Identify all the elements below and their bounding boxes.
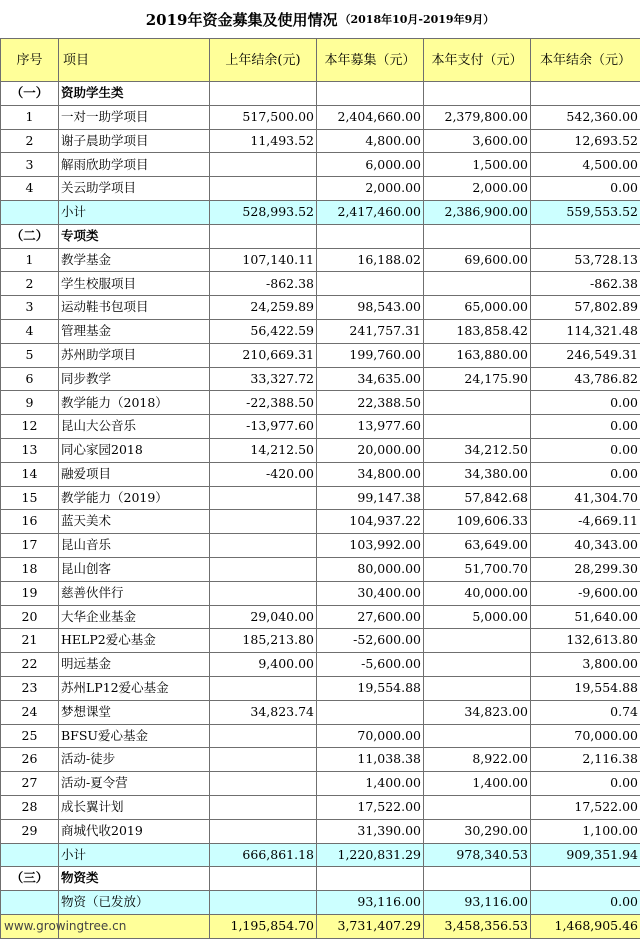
cell-item: BFSU爱心基金 (59, 724, 210, 748)
cell-item: 梦想课堂 (59, 700, 210, 724)
table-row (1, 581, 640, 605)
cell-raised: 16,188.02 (317, 248, 424, 272)
cell-raised: 34,635.00 (317, 367, 424, 391)
cell-balance: 542,360.00 (531, 105, 640, 129)
cell-paid (424, 391, 531, 415)
cell-raised: -5,600.00 (317, 653, 424, 677)
table-row (1, 319, 640, 343)
cell-prev-balance: 9,400.00 (210, 653, 317, 677)
cell-balance: 246,549.31 (531, 343, 640, 367)
category-no: （三） (1, 867, 59, 891)
cell-balance: 909,351.94 (531, 843, 640, 867)
table-row (1, 486, 640, 510)
cell-no: 20 (1, 605, 59, 629)
table-row (1, 462, 640, 486)
table-row (1, 272, 640, 296)
cell-prev-balance (210, 891, 317, 915)
cell-balance: 0.00 (531, 391, 640, 415)
cell-no: 12 (1, 415, 59, 439)
cell-no (1, 891, 59, 915)
subtotal-row (1, 200, 640, 224)
title-period: （2018年10月-2019年9月） (339, 11, 494, 27)
cell-item: 同心家园2018 (59, 438, 210, 462)
category-name: 物资类 (59, 867, 210, 891)
cell-balance: 19,554.88 (531, 676, 640, 700)
cell-paid: 1,500.00 (424, 153, 531, 177)
cell-paid: 2,379,800.00 (424, 105, 531, 129)
cell-balance: 4,500.00 (531, 153, 640, 177)
cell-item: 教学基金 (59, 248, 210, 272)
cell-prev-balance (210, 534, 317, 558)
cell-prev-balance: 107,140.11 (210, 248, 317, 272)
empty-cell (317, 82, 424, 106)
cell-paid: 93,116.00 (424, 891, 531, 915)
cell-prev-balance: 33,327.72 (210, 367, 317, 391)
cell-item: 昆山创客 (59, 557, 210, 581)
cell-paid: 2,000.00 (424, 177, 531, 201)
cell-paid: 40,000.00 (424, 581, 531, 605)
cell-prev-balance: -13,977.60 (210, 415, 317, 439)
cell-raised: 6,000.00 (317, 153, 424, 177)
empty-cell (531, 867, 640, 891)
cell-item: 融爱项目 (59, 462, 210, 486)
cell-no: 6 (1, 367, 59, 391)
cell-raised: 2,417,460.00 (317, 200, 424, 224)
cell-prev-balance (210, 676, 317, 700)
cell-paid: 978,340.53 (424, 843, 531, 867)
cell-paid (424, 272, 531, 296)
empty-cell (531, 224, 640, 248)
funds-table-body (1, 39, 640, 939)
cell-raised: 80,000.00 (317, 557, 424, 581)
cell-balance: -4,669.11 (531, 510, 640, 534)
category-row (1, 82, 640, 106)
cell-paid: 51,700.70 (424, 557, 531, 581)
cell-balance: 53,728.13 (531, 248, 640, 272)
table-row (1, 248, 640, 272)
cell-item: 苏州助学项目 (59, 343, 210, 367)
cell-raised: 1,220,831.29 (317, 843, 424, 867)
cell-no: 4 (1, 177, 59, 201)
cell-prev-balance (210, 510, 317, 534)
cell-prev-balance: 1,195,854.70 (210, 914, 317, 938)
cell-item: 活动-徒步 (59, 748, 210, 772)
cell-item: 小计 (59, 843, 210, 867)
cell-item: 蓝天美术 (59, 510, 210, 534)
cell-no: 1 (1, 105, 59, 129)
cell-prev-balance: 34,823.74 (210, 700, 317, 724)
report-title (0, 0, 640, 38)
cell-raised: 1,400.00 (317, 772, 424, 796)
cell-paid: 65,000.00 (424, 296, 531, 320)
cell-item: 成长翼计划 (59, 795, 210, 819)
cell-balance: 1,100.00 (531, 819, 640, 843)
header-raised: 本年募集（元） (317, 39, 424, 82)
cell-item: 运动鞋书包项目 (59, 296, 210, 320)
cell-balance: 70,000.00 (531, 724, 640, 748)
cell-no: 28 (1, 795, 59, 819)
cell-no: 5 (1, 343, 59, 367)
cell-item: 关云助学项目 (59, 177, 210, 201)
cell-no: 9 (1, 391, 59, 415)
cell-raised: 2,000.00 (317, 177, 424, 201)
empty-cell (531, 82, 640, 106)
subtotal-row (1, 843, 640, 867)
header-paid: 本年支付（元） (424, 39, 531, 82)
cell-item: 物资（已发放） (59, 891, 210, 915)
cell-balance: 559,553.52 (531, 200, 640, 224)
cell-prev-balance (210, 177, 317, 201)
header-no: 序号 (1, 39, 59, 82)
cell-balance: 1,468,905.46 (531, 914, 640, 938)
cell-no: 15 (1, 486, 59, 510)
cell-item: 苏州LP12爱心基金 (59, 676, 210, 700)
table-row (1, 700, 640, 724)
category-no: （二） (1, 224, 59, 248)
header-balance: 本年结余（元） (531, 39, 640, 82)
cell-item: HELP2爱心基金 (59, 629, 210, 653)
table-row (1, 629, 640, 653)
cell-paid (424, 676, 531, 700)
cell-item: 管理基金 (59, 319, 210, 343)
cell-item: 大华企业基金 (59, 605, 210, 629)
cell-prev-balance: 666,861.18 (210, 843, 317, 867)
table-row (1, 343, 640, 367)
cell-prev-balance: 185,213.80 (210, 629, 317, 653)
cell-paid: 109,606.33 (424, 510, 531, 534)
cell-raised: 98,543.00 (317, 296, 424, 320)
table-row (1, 891, 640, 915)
cell-raised: 31,390.00 (317, 819, 424, 843)
funds-table (0, 38, 640, 939)
cell-no: 22 (1, 653, 59, 677)
empty-cell (424, 224, 531, 248)
cell-no: 29 (1, 819, 59, 843)
cell-balance: 17,522.00 (531, 795, 640, 819)
table-row (1, 795, 640, 819)
cell-balance: -862.38 (531, 272, 640, 296)
cell-prev-balance: 56,422.59 (210, 319, 317, 343)
cell-item: 活动-夏令营 (59, 772, 210, 796)
cell-paid (424, 415, 531, 439)
cell-item: 解雨欣助学项目 (59, 153, 210, 177)
table-row (1, 772, 640, 796)
cell-paid: 5,000.00 (424, 605, 531, 629)
cell-balance: 0.00 (531, 177, 640, 201)
cell-balance: 12,693.52 (531, 129, 640, 153)
empty-cell (424, 82, 531, 106)
cell-item: 明远基金 (59, 653, 210, 677)
cell-prev-balance: 14,212.50 (210, 438, 317, 462)
table-row (1, 296, 640, 320)
table-row (1, 676, 640, 700)
cell-raised: 241,757.31 (317, 319, 424, 343)
empty-cell (210, 224, 317, 248)
header-prev-balance: 上年结余(元) (210, 39, 317, 82)
cell-paid: 63,649.00 (424, 534, 531, 558)
table-row (1, 510, 640, 534)
table-row (1, 129, 640, 153)
cell-paid (424, 629, 531, 653)
cell-prev-balance: 11,493.52 (210, 129, 317, 153)
category-name: 专项类 (59, 224, 210, 248)
cell-balance: 43,786.82 (531, 367, 640, 391)
cell-no (1, 843, 59, 867)
cell-item: 昆山大公音乐 (59, 415, 210, 439)
cell-paid: 34,380.00 (424, 462, 531, 486)
cell-item: 谢子晨助学项目 (59, 129, 210, 153)
cell-paid: 57,842.68 (424, 486, 531, 510)
cell-raised: 93,116.00 (317, 891, 424, 915)
cell-paid: 69,600.00 (424, 248, 531, 272)
cell-no: 24 (1, 700, 59, 724)
cell-prev-balance (210, 557, 317, 581)
cell-prev-balance (210, 772, 317, 796)
cell-paid: 24,175.90 (424, 367, 531, 391)
cell-prev-balance: -420.00 (210, 462, 317, 486)
cell-no: 25 (1, 724, 59, 748)
cell-raised: 11,038.38 (317, 748, 424, 772)
cell-item: 同步教学 (59, 367, 210, 391)
cell-no: 14 (1, 462, 59, 486)
cell-item: 一对一助学项目 (59, 105, 210, 129)
cell-paid (424, 653, 531, 677)
cell-prev-balance: -22,388.50 (210, 391, 317, 415)
cell-balance: 0.00 (531, 772, 640, 796)
cell-no: 2 (1, 129, 59, 153)
cell-paid: 183,858.42 (424, 319, 531, 343)
empty-cell (317, 867, 424, 891)
cell-raised: 4,800.00 (317, 129, 424, 153)
cell-balance: 40,343.00 (531, 534, 640, 558)
cell-balance: 3,800.00 (531, 653, 640, 677)
category-name: 资助学生类 (59, 82, 210, 106)
cell-paid: 30,290.00 (424, 819, 531, 843)
cell-raised (317, 700, 424, 724)
cell-prev-balance: 24,259.89 (210, 296, 317, 320)
cell-balance: -9,600.00 (531, 581, 640, 605)
cell-prev-balance (210, 486, 317, 510)
cell-raised: 20,000.00 (317, 438, 424, 462)
cell-paid: 3,600.00 (424, 129, 531, 153)
cell-raised: 19,554.88 (317, 676, 424, 700)
cell-balance: 114,321.48 (531, 319, 640, 343)
category-no: （一） (1, 82, 59, 106)
table-row (1, 724, 640, 748)
cell-paid: 1,400.00 (424, 772, 531, 796)
cell-balance: 28,299.30 (531, 557, 640, 581)
table-row (1, 605, 640, 629)
cell-prev-balance (210, 724, 317, 748)
cell-no: 19 (1, 581, 59, 605)
cell-prev-balance (210, 819, 317, 843)
cell-no: 26 (1, 748, 59, 772)
table-row (1, 177, 640, 201)
cell-paid: 163,880.00 (424, 343, 531, 367)
cell-prev-balance (210, 748, 317, 772)
cell-paid (424, 724, 531, 748)
cell-no: 4 (1, 319, 59, 343)
cell-prev-balance (210, 795, 317, 819)
cell-item: 商城代收2019 (59, 819, 210, 843)
cell-balance: 57,802.89 (531, 296, 640, 320)
table-row (1, 534, 640, 558)
cell-no: 1 (1, 248, 59, 272)
cell-balance: 2,116.38 (531, 748, 640, 772)
cell-raised: 103,992.00 (317, 534, 424, 558)
cell-raised: 17,522.00 (317, 795, 424, 819)
cell-no: 16 (1, 510, 59, 534)
cell-no: 23 (1, 676, 59, 700)
cell-balance: 0.00 (531, 462, 640, 486)
cell-raised: 2,404,660.00 (317, 105, 424, 129)
cell-raised (317, 272, 424, 296)
cell-raised: -52,600.00 (317, 629, 424, 653)
cell-raised: 104,937.22 (317, 510, 424, 534)
cell-paid: 34,212.50 (424, 438, 531, 462)
empty-cell (210, 867, 317, 891)
cell-no: 27 (1, 772, 59, 796)
cell-paid: 3,458,356.53 (424, 914, 531, 938)
cell-raised: 13,977.60 (317, 415, 424, 439)
cell-item: 小计 (59, 200, 210, 224)
table-row (1, 438, 640, 462)
table-row (1, 557, 640, 581)
cell-prev-balance: 210,669.31 (210, 343, 317, 367)
cell-raised: 34,800.00 (317, 462, 424, 486)
cell-paid: 34,823.00 (424, 700, 531, 724)
cell-raised: 3,731,407.29 (317, 914, 424, 938)
cell-no: 3 (1, 153, 59, 177)
header-item: 项目 (59, 39, 210, 82)
cell-item: 教学能力（2019） (59, 486, 210, 510)
cell-balance: 0.74 (531, 700, 640, 724)
cell-raised: 99,147.38 (317, 486, 424, 510)
cell-prev-balance: -862.38 (210, 272, 317, 296)
cell-balance: 51,640.00 (531, 605, 640, 629)
table-row (1, 367, 640, 391)
table-row (1, 153, 640, 177)
cell-item: 昆山音乐 (59, 534, 210, 558)
cell-prev-balance: 517,500.00 (210, 105, 317, 129)
category-row (1, 224, 640, 248)
cell-raised: 30,400.00 (317, 581, 424, 605)
table-row (1, 653, 640, 677)
table-row (1, 748, 640, 772)
cell-no: 13 (1, 438, 59, 462)
cell-paid (424, 795, 531, 819)
cell-prev-balance (210, 581, 317, 605)
cell-no: 17 (1, 534, 59, 558)
cell-item: 慈善伙伴行 (59, 581, 210, 605)
cell-balance: 41,304.70 (531, 486, 640, 510)
category-row (1, 867, 640, 891)
cell-balance: 132,613.80 (531, 629, 640, 653)
cell-raised: 22,388.50 (317, 391, 424, 415)
table-row (1, 415, 640, 439)
header-row (1, 39, 640, 82)
table-row (1, 819, 640, 843)
title-main: 2019年资金募集及使用情况 (146, 9, 338, 30)
cell-prev-balance (210, 153, 317, 177)
table-row (1, 391, 640, 415)
cell-balance: 0.00 (531, 415, 640, 439)
cell-no: 2 (1, 272, 59, 296)
cell-prev-balance: 29,040.00 (210, 605, 317, 629)
cell-no: 3 (1, 296, 59, 320)
cell-raised: 199,760.00 (317, 343, 424, 367)
cell-paid: 8,922.00 (424, 748, 531, 772)
cell-item: 学生校服项目 (59, 272, 210, 296)
watermark: www.growingtree.cn (4, 919, 126, 933)
cell-no: 18 (1, 557, 59, 581)
table-row (1, 105, 640, 129)
cell-paid: 2,386,900.00 (424, 200, 531, 224)
cell-no: 21 (1, 629, 59, 653)
cell-item: 教学能力（2018） (59, 391, 210, 415)
cell-no (1, 200, 59, 224)
empty-cell (317, 224, 424, 248)
empty-cell (424, 867, 531, 891)
cell-prev-balance: 528,993.52 (210, 200, 317, 224)
cell-balance: 0.00 (531, 438, 640, 462)
cell-raised: 27,600.00 (317, 605, 424, 629)
empty-cell (210, 82, 317, 106)
cell-raised: 70,000.00 (317, 724, 424, 748)
cell-balance: 0.00 (531, 891, 640, 915)
